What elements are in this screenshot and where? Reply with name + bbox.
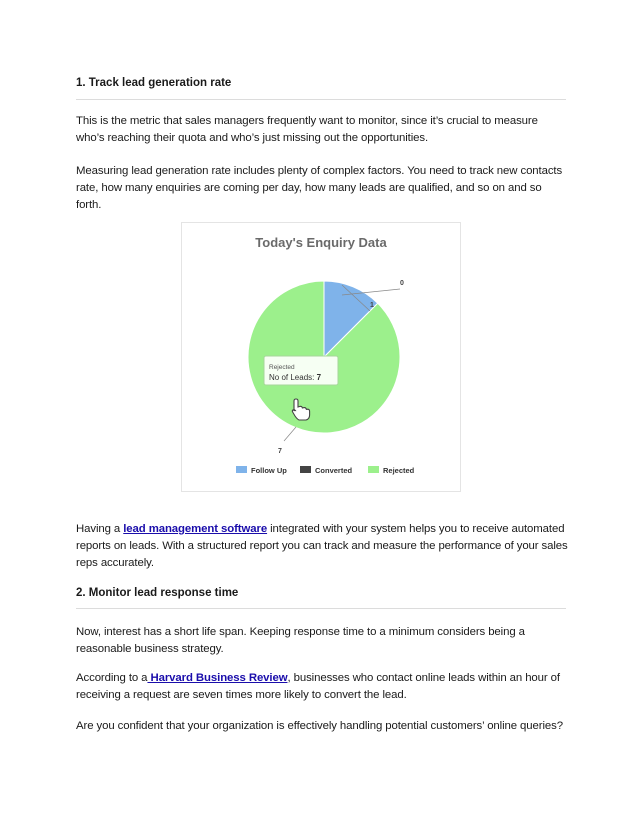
legend-swatch-rejected (368, 466, 379, 473)
section2-paragraph-3: Are you confident that your organization is effectively handling potential customers’ online queries? (76, 720, 563, 732)
section2-paragraph-2-end: , businesses who contact online leads within an hour of receiving a request are seven times more likely to convert the lead. (76, 672, 560, 701)
legend-swatch-follow-up (236, 466, 247, 473)
legend-swatch-converted (300, 466, 311, 473)
pie-value-label-converted: 0 (400, 280, 404, 287)
tooltip-title: Rejected (269, 364, 295, 371)
section2-divider (76, 608, 566, 609)
legend-label-rejected: Rejected (383, 466, 415, 475)
section2-heading: 2. Monitor lead response time (76, 587, 239, 599)
pie-label-line-rejected (284, 427, 296, 441)
section2-paragraph-1: Now, interest has a short life span. Keeping response time to a minimum considers being a reasonable business strategy. (76, 626, 525, 655)
chart-canvas (182, 223, 460, 491)
section1-paragraph-3-start: Having a (76, 523, 124, 535)
tooltip-label: No of Leads: (269, 373, 315, 382)
section2-paragraph-2 (76, 670, 568, 704)
harvard-business-review-link[interactable]: Harvard Business Review (147, 672, 288, 684)
section2-paragraph-2-start: According to a (76, 672, 148, 684)
section1-paragraph-1: This is the metric that sales managers frequently want to monitor, since it’s crucial to measure who’s reaching their quota and who’s just missing out the opportunities. (76, 115, 538, 144)
section1-paragraph-3 (76, 521, 568, 572)
tooltip-value: 7 (316, 373, 322, 382)
chart-title: Today's Enquiry Data (255, 235, 387, 250)
enquiry-pie-chart (181, 222, 461, 492)
legend-label-converted: Converted (315, 466, 353, 475)
section1-heading: 1. Track lead generation rate (76, 77, 232, 89)
pie-value-label-rejected: 7 (278, 448, 282, 455)
chart-tooltip (264, 356, 338, 385)
chart-legend (236, 466, 415, 475)
section1-divider (76, 99, 566, 100)
legend-label-follow-up: Follow Up (251, 466, 287, 475)
tooltip-line (269, 373, 322, 382)
lead-management-software-link[interactable]: lead management software (123, 523, 268, 535)
pie-value-label-follow-up: 1 (370, 302, 374, 309)
section1-paragraph-3-end: integrated with your system helps you to receive automated reports on leads. With a structured report you can track and measure the performance of your sales reps accurately. (76, 523, 568, 569)
section1-paragraph-2: Measuring lead generation rate includes plenty of complex factors. You need to track new contacts rate, how many enquiries are coming per day, how many leads are qualified, and so on and so forth. (76, 165, 563, 211)
